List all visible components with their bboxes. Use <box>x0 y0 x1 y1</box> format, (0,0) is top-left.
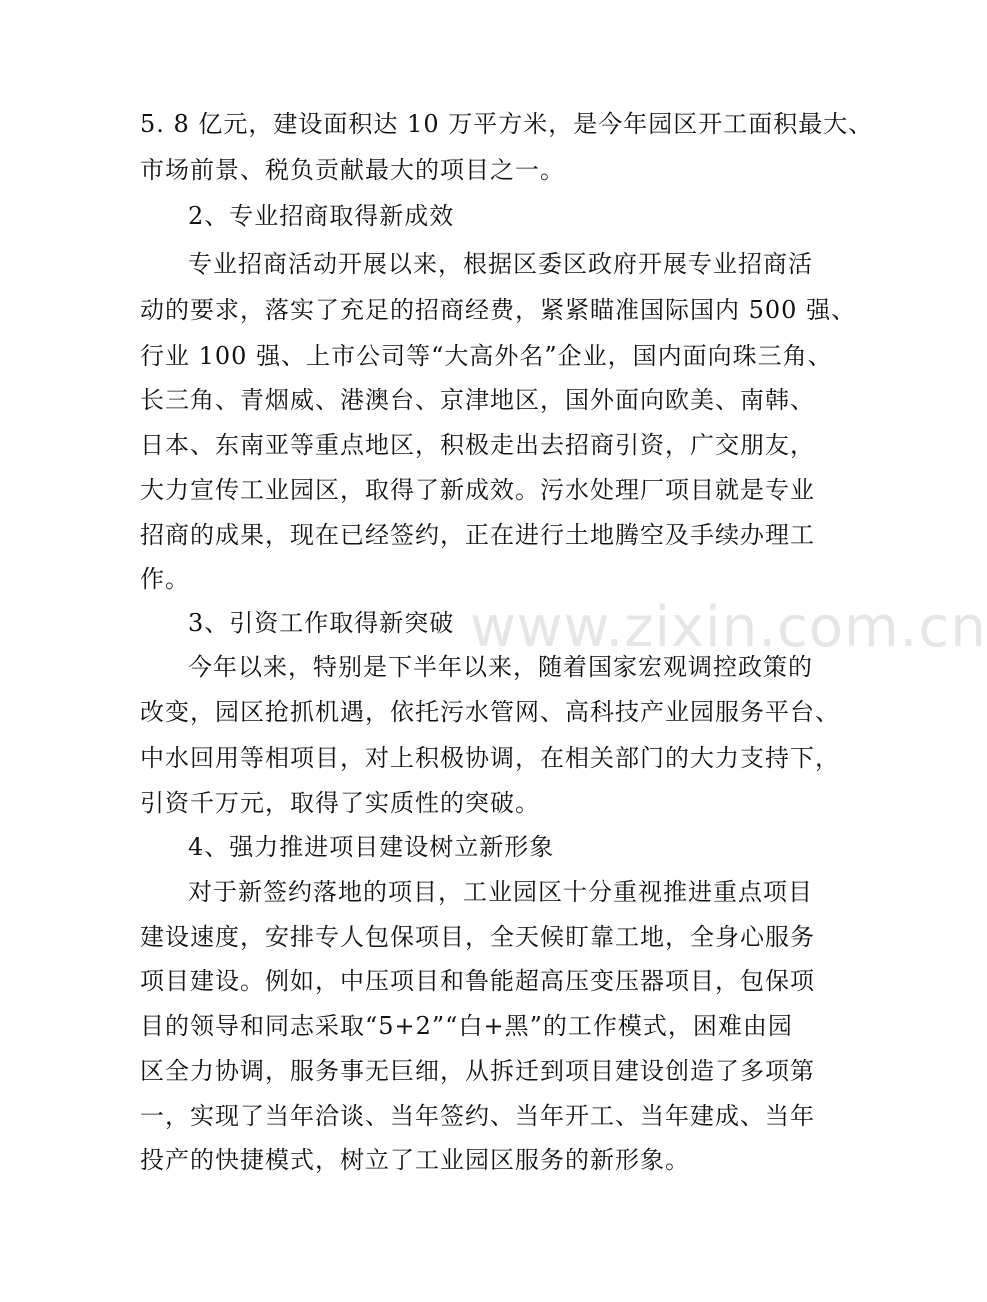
section-heading: 2、专业招商取得新成效 <box>188 202 455 230</box>
text-line: 动的要求，落实了充足的招商经费，紧紧瞄准国际国内 500 强、 <box>140 296 857 324</box>
text-line: 作。 <box>140 565 190 593</box>
text-line: 专业招商活动开展以来，根据区委区政府开展专业招商活 <box>188 250 813 278</box>
text-line: 目的领导和同志采取“5+2”“白+黑”的工作模式，困难由园 <box>140 1012 793 1040</box>
text-line: 长三角、青烟威、港澳台、京津地区，国外面向欧美、南韩、 <box>140 386 815 414</box>
text-line: 日本、东南亚等重点地区，积极走出去招商引资，广交朋友， <box>140 431 815 459</box>
text-line: 今年以来，特别是下半年以来，随着国家宏观调控政策的 <box>188 653 813 681</box>
text-line: 市场前景、税负贡献最大的项目之一。 <box>140 156 565 184</box>
text-line: 一，实现了当年洽谈、当年签约、当年开工、当年建成、当年 <box>140 1102 815 1130</box>
section-heading: 3、引资工作取得新突破 <box>188 609 455 637</box>
text-line: 中水回用等相项目，对上积极协调，在相关部门的大力支持下， <box>140 744 840 772</box>
text-line: 对于新签约落地的项目，工业园区十分重视推进重点项目 <box>188 878 813 906</box>
section-heading: 4、强力推进项目建设树立新形象 <box>188 833 555 861</box>
text-line: 大力宣传工业园区，取得了新成效。污水处理厂项目就是专业 <box>140 476 815 504</box>
text-line: 行业 100 强、上市公司等“大高外名”企业，国内面向珠三角、 <box>140 342 833 370</box>
text-line: 区全力协调，服务事无巨细，从拆迁到项目建设创造了多项第 <box>140 1057 815 1085</box>
watermark: www.zixin.com.cn <box>470 595 987 660</box>
text-line: 引资千万元，取得了实质性的突破。 <box>140 789 540 817</box>
text-line: 5. 8 亿元，建设面积达 10 万平方米，是今年园区开工面积最大、 <box>140 110 874 138</box>
text-line: 招商的成果，现在已经签约，正在进行土地腾空及手续办理工 <box>140 521 815 549</box>
text-line: 项目建设。例如，中压项目和鲁能超高压变压器项目，包保项 <box>140 967 815 995</box>
text-line: 建设速度，安排专人包保项目，全天候盯靠工地，全身心服务 <box>140 923 815 951</box>
text-line: 投产的快捷模式，树立了工业园区服务的新形象。 <box>140 1146 690 1174</box>
text-line: 改变，园区抢抓机遇，依托污水管网、高科技产业园服务平台、 <box>140 698 840 726</box>
